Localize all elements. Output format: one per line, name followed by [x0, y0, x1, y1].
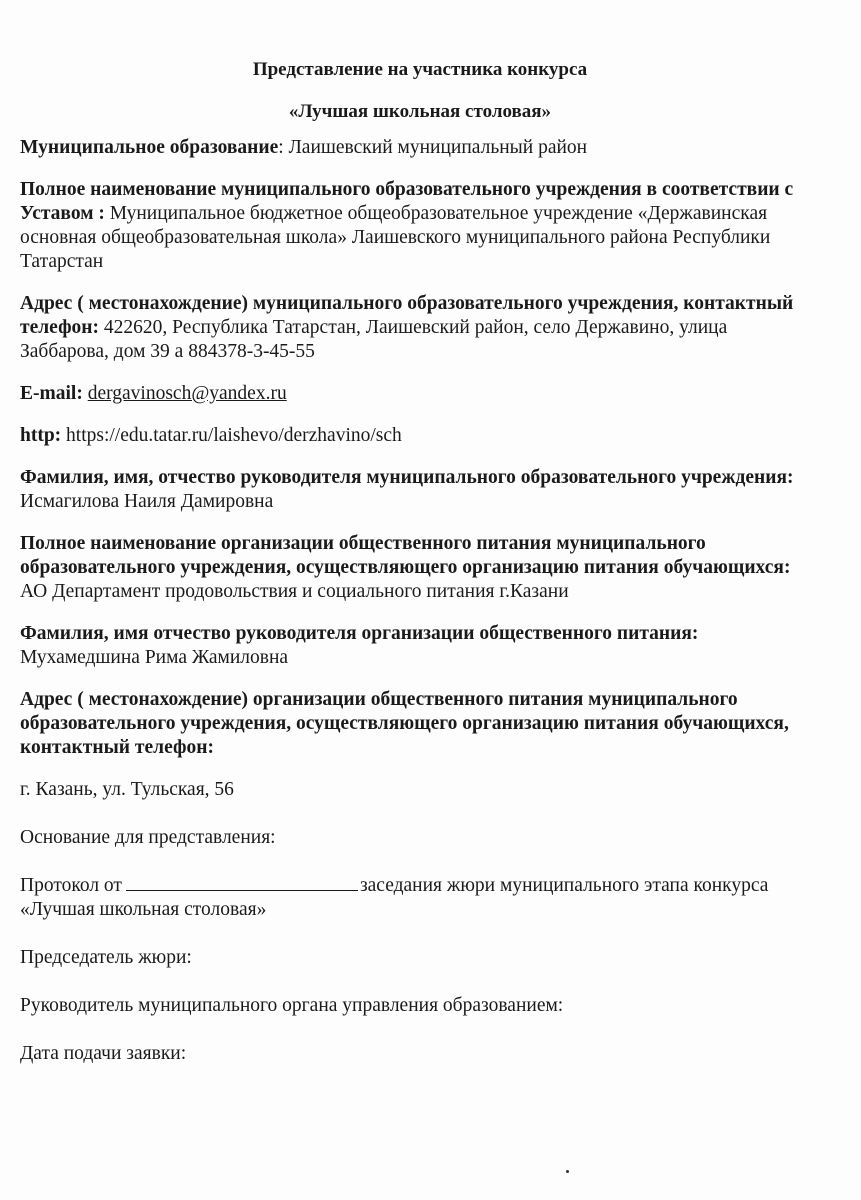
catering-address-label: Адрес ( местонахождение) организации общественного питания муниципального образовательного учреждения, осуществляющего организацию питания обучающихся, контактный телефон: [20, 689, 789, 758]
protocol-field [20, 874, 820, 922]
catering-address-label-block [20, 688, 820, 760]
municipality-separator: : [278, 137, 289, 158]
catering-address-value: г. Казань, ул. Тульская, 56 [20, 779, 234, 800]
http-label: http: [20, 425, 62, 446]
edu-head-label: Руководитель муниципального органа управления образованием: [20, 995, 564, 1016]
jury-chair-label: Председатель жюри: [20, 947, 192, 968]
basis-label: Основание для представления: [20, 827, 276, 848]
protocol-suffix: заседания жюри муниципального этапа конкурса «Лучшая школьная столовая» [20, 875, 769, 920]
catering-org-field [20, 532, 820, 604]
catering-head-label: Фамилия, имя отчество руководителя организации общественного питания: [20, 623, 699, 644]
protocol-date-blank[interactable] [126, 874, 358, 891]
director-value: Исмагилова Наиля Дамировна [20, 491, 274, 512]
institution-name-value: Муниципальное бюджетное общеобразовательное учреждение «Державинская основная общеобразовательная школа» Лаишевского муниципального района Республики Татарстан [20, 203, 771, 272]
municipality-value: Лаишевский муниципальный район [288, 137, 588, 158]
document-title: Представление на участника конкурса [252, 59, 588, 80]
email-field [20, 382, 820, 406]
catering-head-field [20, 622, 820, 670]
http-value: https://edu.tatar.ru/laishevo/derzhavino/sch [66, 425, 402, 446]
institution-name-field [20, 178, 820, 274]
submission-date-label: Дата подачи заявки: [20, 1043, 187, 1064]
municipality-field [20, 136, 820, 160]
document-body [20, 58, 820, 1084]
protocol-prefix: Протокол от [20, 875, 122, 896]
municipality-label: Муниципальное образование [20, 137, 279, 158]
email-label: E-mail: [20, 383, 83, 404]
http-field [20, 424, 820, 448]
institution-address-field [20, 292, 820, 364]
institution-name-label: Полное наименование муниципального образовательного учреждения в соответствии с Уставом : [20, 179, 794, 224]
catering-org-label: Полное наименование организации общественного питания муниципального образовательного учреждения, осуществляющего организацию питания обучающихся: [20, 533, 791, 578]
scan-speck [566, 1170, 569, 1173]
email-link[interactable]: dergavinosch@yandex.ru [87, 383, 287, 404]
institution-address-value: 422620, Республика Татарстан, Лаишевский район, село Державино, улица Заббарова, дом 39 а 884378-3-45-55 [20, 317, 728, 362]
director-field [20, 466, 820, 514]
contest-name: «Лучшая школьная столовая» [288, 101, 552, 122]
institution-address-label: Адрес ( местонахождение) муниципального образовательного учреждения, контактный телефон: [20, 293, 794, 338]
director-label: Фамилия, имя, отчество руководителя муниципального образовательного учреждения: [20, 467, 794, 488]
catering-org-value: АО Департамент продовольствия и социального питания г.Казани [20, 581, 569, 602]
catering-head-value: Мухамедшина Рима Жамиловна [20, 647, 289, 668]
